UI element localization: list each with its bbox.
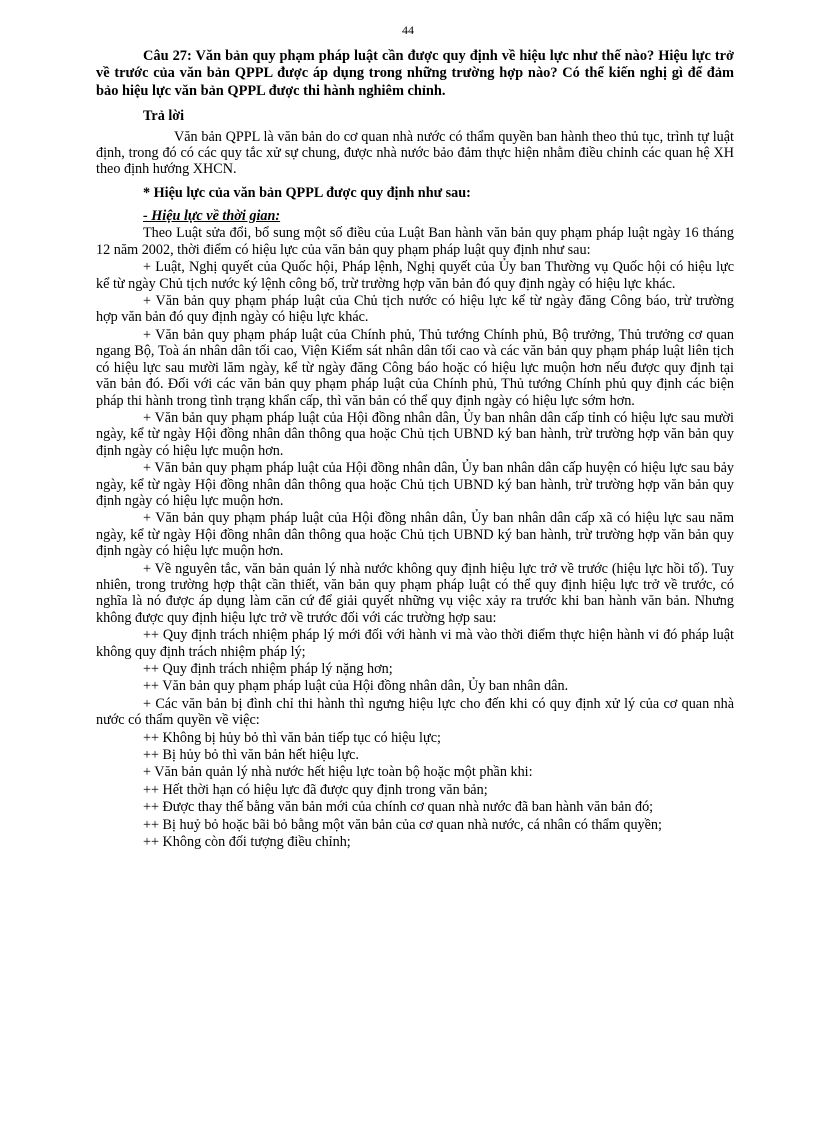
paragraph: + Luật, Nghị quyết của Quốc hội, Pháp lệnh, Nghị quyết của Ủy ban Thường vụ Quốc hội có hiệu lực kể từ ngày Chủ tịch nước ký lệnh công bố, trừ trường hợp văn bản đó quy định ngày có hiệu lực khác. — [96, 259, 734, 292]
paragraph: + Văn bản quy phạm pháp luật của Hội đồng nhân dân, Ủy ban nhân dân cấp tỉnh có hiệu lực sau mười ngày, kể từ ngày Hội đồng nhân dân thông qua hoặc Chủ tịch UBND ký ban hành, trừ trường hợp văn bản quy định ngày có hiệu lực muộn hơn. — [96, 409, 734, 459]
paragraph: Theo Luật sửa đổi, bổ sung một số điều của Luật Ban hành văn bản quy phạm pháp luật ngày 16 tháng 12 năm 2002, thời điểm có hiệu lực của văn bản quy phạm pháp luật quy định như sau: — [96, 225, 734, 258]
list-item: ++ Hết thời hạn có hiệu lực đã được quy định trong văn bản; — [143, 781, 488, 798]
list-item: ++ Được thay thế bằng văn bản mới của chính cơ quan nhà nước đã ban hành văn bản đó; — [143, 799, 654, 816]
list-item: + Văn bản quản lý nhà nước hết hiệu lực toàn bộ hoặc một phần khi: — [143, 764, 533, 781]
page-number: 44 — [402, 23, 414, 37]
paragraph: + Các văn bản bị đình chỉ thi hành thì ngưng hiệu lực cho đến khi có quy định xử lý của cơ quan nhà nước có thẩm quyền về việc: — [96, 695, 734, 729]
paragraph: + Văn bản quy phạm pháp luật của Chủ tịch nước có hiệu lực kể từ ngày đăng Công báo, trừ trường hợp văn bản đó quy định ngày có hiệu lực khác. — [96, 293, 734, 326]
list-item: ++ Không còn đối tượng điều chỉnh; — [143, 834, 351, 851]
paragraph: + Văn bản quy phạm pháp luật của Hội đồng nhân dân, Ủy ban nhân dân cấp xã có hiệu lực sau năm ngày, kể từ ngày Hội đồng nhân dân thông qua hoặc Chủ tịch UBND ký ban hành, trừ trường hợp văn bản quy định ngày có hiệu lực muộn hơn. — [96, 510, 734, 560]
sub-heading: - Hiệu lực về thời gian: — [143, 208, 281, 225]
list-item: ++ Quy định trách nhiệm pháp lý nặng hơn; — [143, 661, 393, 677]
answer-label: Trả lời — [143, 108, 185, 125]
paragraph: + Văn bản quy phạm pháp luật của Hội đồng nhân dân, Ủy ban nhân dân cấp huyện có hiệu lực sau bảy ngày, kể từ ngày Hội đồng nhân dân thông qua hoặc Chủ tịch UBND ký ban hành, trừ trường hợp văn bản quy định ngày có hiệu lực muộn hơn. — [96, 460, 734, 509]
list-item: ++ Bị huỷ bỏ hoặc bãi bỏ bằng một văn bản của cơ quan nhà nước, cá nhân có thẩm quyền; — [143, 816, 662, 833]
list-item: ++ Bị hủy bỏ thì văn bản hết hiệu lực. — [143, 747, 359, 764]
paragraph: ++ Quy định trách nhiệm pháp lý mới đối với hành vi mà vào thời điểm thực hiện hành vi đó pháp luật không quy định trách nhiệm pháp lý; — [96, 627, 734, 660]
paragraph: + Về nguyên tắc, văn bản quản lý nhà nước không quy định hiệu lực trở về trước (hiệu lực hồi tố). Tuy nhiên, trong trường hợp thật cần thiết, văn bản quy phạm pháp luật có thể quy định hiệu lực trở về trước, có nghĩa là nó được áp dụng làm căn cứ để giải quyết những vụ việc xảy ra trước khi ban hành văn bản. Nhưng không được quy định hiệu lực trở về trước đối với các trường hợp sau: — [96, 560, 734, 626]
page-content — [96, 48, 734, 850]
paragraph: + Văn bản quy phạm pháp luật của Chính phủ, Thủ tướng Chính phủ, Bộ trưởng, Thủ trưởng cơ quan ngang Bộ, Toà án nhân dân tối cao, Viện Kiểm sát nhân dân tối cao và các văn bản quy phạm pháp luật liên tịch có hiệu lực sau mười lăm ngày, kể từ ngày đăng Công báo hoặc có hiệu lực muộn hơn nếu được quy định tại văn bản đó. Đối với các văn bản quy phạm pháp luật của Chính phủ, Thủ tướng Chính phủ quy định các biện pháp thi hành trong tình trạng khẩn cấp, thì văn bản có thể quy định ngày có hiệu lực sớm hơn. — [96, 326, 734, 409]
list-item: ++ Văn bản quy phạm pháp luật của Hội đồng nhân dân, Ủy ban nhân dân. — [143, 678, 569, 695]
intro-paragraph: Văn bản QPPL là văn bản do cơ quan nhà nước có thẩm quyền ban hành theo thủ tục, trình tự luật định, trong đó có các quy tắc xử sự chung, được nhà nước bảo đảm thực hiện nhằm điều chỉnh các quan hệ XH theo định hướng XHCN. — [96, 128, 734, 177]
section-heading: * Hiệu lực của văn bản QPPL được quy định như sau: — [143, 184, 471, 201]
question-heading: Câu 27: Văn bản quy phạm pháp luật cần được quy định về hiệu lực như thế nào? Hiệu lực trở về trước của văn bản QPPL được áp dụng trong những trường hợp nào? Có thể kiến nghị gì để đảm bảo hiệu lực văn bản QPPL được thi hành nghiêm chỉnh. — [96, 48, 734, 99]
list-item: ++ Không bị hủy bỏ thì văn bản tiếp tục có hiệu lực; — [143, 729, 441, 746]
